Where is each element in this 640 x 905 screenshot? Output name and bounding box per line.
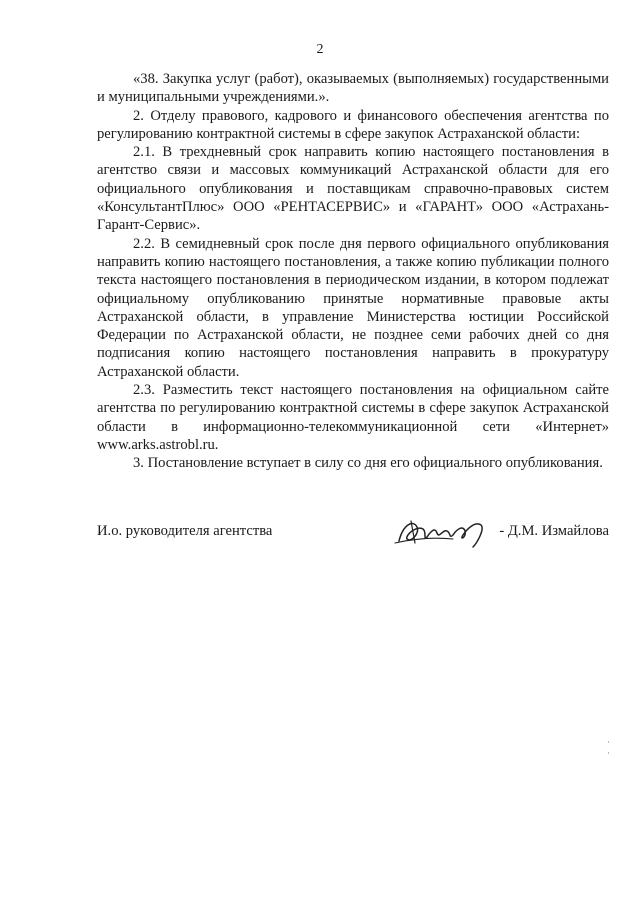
signer-name: - Д.М. Измайлова (499, 523, 609, 539)
scan-artifact (608, 752, 609, 754)
paragraph-3: 3. Постановление вступает в силу со дня его официального опубликования. (133, 455, 603, 472)
page-number: 2 (316, 42, 324, 57)
scan-artifact (608, 741, 609, 743)
paragraph-item-38: «38. Закупка услуг (работ), оказываемых (выполняемых) государственными и муниципальными учреждениями.». (97, 71, 609, 106)
document-body (97, 70, 609, 473)
handwritten-signature (393, 513, 493, 553)
paragraph-2: 2. Отделу правового, кадрового и финансового обеспечения агентства по регулированию контрактной системы в сфере закупок Астраханской области: (97, 107, 609, 142)
paragraph-2-1: 2.1. В трехдневный срок направить копию настоящего постановления в агентство связи и массовых коммуникаций Астраханской области для его официального опубликования и поставщикам справочно-правовых систем «КонсультантПлюс» ООО «РЕНТАСЕРВИС» и «ГАРАНТ» ООО «Астрахань-Гарант-Сервис». (97, 144, 609, 234)
paragraph-2-2: 2.2. В семидневный срок после дня первого официального опубликования направить копию настоящего постановления, а также копию публикации полного текста настоящего постановления в периодическом издании, в котором подлежат официальному опубликованию принятые нормативные правовые акты Астраханской области, в управление Министерства юстиции Российской Федерации по Астраханской области, не позднее семи рабочих дней со дня подписания копию настоящего постановления направить в прокуратуру Астраханской области. (97, 235, 609, 380)
signature-block (97, 513, 609, 553)
paragraph-2-3: 2.3. Разместить текст настоящего постановления на официальном сайте агентства по регулированию контрактной системы в сфере закупок Астраханской области в информационно-телекоммуникационной сети «Интернет» www.arks.astrobl.ru. (97, 382, 609, 453)
signer-position: И.о. руководителя агентства (97, 523, 273, 539)
